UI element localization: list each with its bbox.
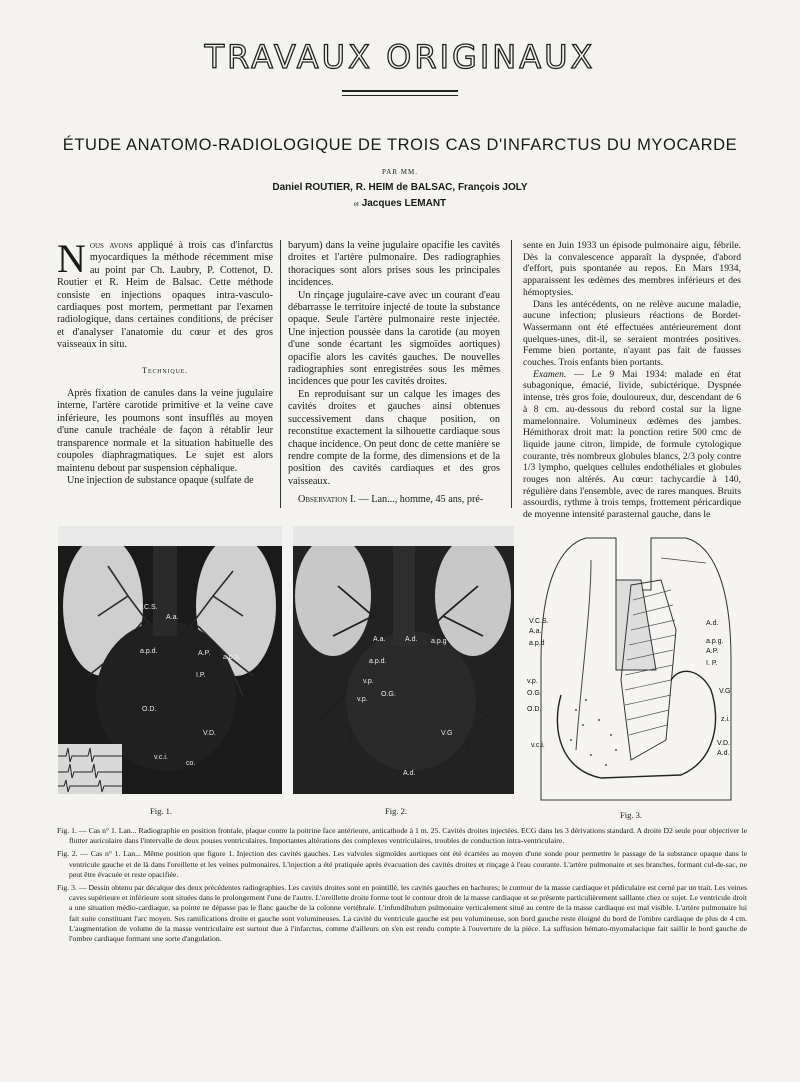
label-vg: V.G bbox=[719, 688, 731, 695]
paragraph: baryum) dans la veine jugulaire opacifie les cavités droites et l'artère pulmonaire. Des radiographies thoraciques sont alors prises sous les principales incidences. bbox=[288, 240, 500, 289]
label-co: co. bbox=[186, 760, 196, 767]
figure-1-label: Fig. 1. bbox=[150, 806, 172, 816]
label-ad-bottom: A.d. bbox=[403, 770, 416, 777]
figure-1-radiograph bbox=[58, 526, 282, 794]
label-ad-top: A.d. bbox=[706, 620, 719, 627]
paragraph: En reproduisant sur un calque les images des cavités droites et gauches ainsi obtenues successivement dans chaque position, on reconstitue exactement la silhouette cardiaque sous chaque incidence. On peut donc de cette manière se rendre compte de la forme, des dimensions et de la position des cavités cardiaques et des gros vaisseaux. bbox=[288, 388, 500, 487]
label-ip: I.P. bbox=[196, 672, 206, 679]
figure-2-radiograph bbox=[293, 526, 514, 794]
article-title: ÉTUDE ANATOMO-RADIOLOGIQUE DE TROIS CAS D'INFARCTUS DU MYOCARDE bbox=[62, 136, 738, 154]
paragraph: Une injection de substance opaque (sulfate de bbox=[67, 474, 254, 486]
caption-fig-2: Fig. 2. — Cas n° 1. Lan... Même position que figure 1. Injection des cavités gauches. Les valvules sigmoïdes aortiques ont été écartées au moyen d'une sonde pour permettre le passage de la substance opaque dans le ventricule gauche et de là dans l'oreillette et les veines pulmonaires. L'injection a été pratiquée après évacuation des cavités droites et rinçage à l'eau courante. L'artère pulmonaire et ses branches, formant cul-de-sac, ne peut être évacuée et reste opacifiée. bbox=[57, 849, 747, 879]
paragraph: Examen. — Le 9 Mai 1934: malade en état subagonique, émacié, livide, subictérique. Dyspnée intense, très gros foie, douloureux, dur, descendant de 6 à 8 cm. au-dessous du rebord costal sur la ligne mamelonnaire. Volumineux œdèmes des jambes. Hémithorax droit mat: la ponction retire 500 cmc de liquide jaune citron, limpide, de formule cytologique courante, très nombreux globules blancs, 2/3 poly contre 1/3 lympho, quelques cellules endothéliales et globules rouges non altérés. Au cœur: tachycardie à 140, régulière dans l'ensemble, avec de rares manques. Bruits assourdis, rythme à trois temps, frottement péricardique de moyenne intensité parasternal gauche, dans le bbox=[523, 368, 741, 521]
header-rule bbox=[342, 90, 458, 92]
label-vp-1: v.p. bbox=[363, 678, 374, 685]
text-column-3 bbox=[523, 240, 741, 521]
label-vcs: V.C.S. bbox=[138, 604, 158, 611]
author-list bbox=[0, 180, 800, 212]
par-label: PAR MM. bbox=[382, 168, 418, 176]
paragraph: sente en Juin 1933 un épisode pulmonaire aigu, fébrile. Dès la convalescence apparaît la dyspnée, d'abord d'effort, puis spontanée au repos. En Mars 1934, apparaissent les œdèmes des membres inférieurs et des hémoptysies. bbox=[523, 240, 741, 298]
observation-heading: Observation I. — Lan..., homme, 45 ans, pré- bbox=[298, 494, 484, 506]
label-ad-bottom: A.d. bbox=[717, 750, 730, 757]
label-aa: A.a. bbox=[373, 636, 386, 643]
label-og: O.G. bbox=[381, 691, 396, 698]
label-vg: V.G bbox=[441, 730, 453, 737]
label-apg: a.p.g. bbox=[223, 654, 241, 661]
label-apg: a.p.g. bbox=[706, 638, 724, 645]
figure-3-label: Fig. 3. bbox=[620, 810, 642, 820]
label-vp: v.p. bbox=[527, 678, 538, 685]
header-rule-thin bbox=[342, 95, 458, 96]
caption-fig-3: Fig. 3. — Dessin obtenu par décalque des deux précédentes radiographies. Les cavités droites sont en pointillé, les cavités gauches en hachures; le contour de la masse cardiaque et pédiculaire est cerné par un trait. Les veines caves supérieure et inférieure sont situées dans le prolongement l'une de l'autre. L'oreillette droite forme tout le contour droit de la masse cardiaque et se présente particulièrement saillante chez ce sujet. Le ventricule droit a une situation médio-cardiaque, sa pointe ne dépasse pas le flanc gauche de la colonne vertébrale. L'infundibulum pulmonaire verticalement situé au centre de la masse cardiaque est mal visible. L'artère pulmonaire lui fait suite constituant l'arc moyen. Ses ramifications droite et gauche sont volumineuses. La cavité du ventricule gauche est peu volumineuse, son bord gauche reste éloigné du bord de l'ombre cardiaque de plus de 4 cm. L'augmentation de volume de la masse ventriculaire est surtout due à l'infarctus, comme d'ailleurs on s'en est rendu compte à l'ouverture de la pièce. La suffusion hémato-myomalacique fait saillir le bord gauche de l'ombre cardiaque formant une sorte d'angulation. bbox=[57, 883, 747, 944]
paragraph: Un rinçage jugulaire-cave avec un courant d'eau débarrasse le territoire injecté de toute la substance opaque. Seule l'artère pulmonaire reste injectée. Une injection poussée dans la carotide (au moyen d'une sonde écartant les sigmoïdes aortiques) opacifie alors les cavités gauches. De nouvelles radiographies sont enregistrées sous les mêmes incidences que pour les cavités droites. bbox=[288, 289, 500, 388]
figure-2-label: Fig. 2. bbox=[385, 806, 407, 816]
figure-captions bbox=[57, 826, 747, 947]
label-ap: A.P. bbox=[198, 650, 211, 657]
paragraph: Après fixation de canules dans la veine jugulaire interne, l'artère carotide primitive et la veine cave inférieure, les poumons sont insufflés au moyen d'une canule trachéale de façon à rétablir leur transparence normale et la situation habituelle des coupoles diaphragmatiques. Le sujet est alors maintenu debout par suspension céphalique. bbox=[57, 388, 273, 474]
label-apd: a.p.d. bbox=[369, 658, 387, 665]
section-title: TRAVAUX ORIGINAUX bbox=[204, 38, 596, 76]
label-od: O.D. bbox=[142, 706, 157, 713]
authors-et: et bbox=[353, 200, 359, 208]
section-heading-technique: Technique. bbox=[142, 364, 188, 375]
figure-3-diagram bbox=[521, 520, 747, 800]
label-vd: V.D. bbox=[203, 730, 216, 737]
ecg-trace bbox=[58, 744, 122, 794]
label-aa: A.a. bbox=[166, 614, 179, 621]
label-zi: z.i. bbox=[721, 716, 730, 723]
caption-fig-1: Fig. 1. — Cas n° 1. Lan... Radiographie en position frontale, plaque contre la poitrine face antérieure, anticathode à 1 m. 25. Cavités droites injectées. ECG dans les 3 dérivations standard. A droite D2 seule pour objectiver le flutter auriculaire dans l'intervalle de deux pouses ventriculaires. Importantes altérations des complexes ventriculaires, troubles de conduction intra-ventriculaire. bbox=[57, 826, 747, 846]
page-header bbox=[0, 38, 800, 76]
authors-line-2: Jacques LEMANT bbox=[361, 198, 447, 209]
label-vci: v.c.i. bbox=[531, 742, 545, 749]
label-apd: a.p.d bbox=[529, 640, 545, 647]
label-vci: v.c.i. bbox=[154, 754, 168, 761]
label-aa: A.a. bbox=[529, 628, 542, 635]
label-vcs: V.C.S. bbox=[529, 618, 549, 625]
label-vd: V.D. bbox=[717, 740, 730, 747]
label-ip: I. P. bbox=[706, 660, 718, 667]
text-column-2 bbox=[288, 240, 500, 508]
radiograph-2-image bbox=[293, 526, 514, 794]
authors-line-1: Daniel ROUTIER, R. HEIM de BALSAC, François JOLY bbox=[272, 182, 528, 193]
label-apg: a.p.g bbox=[431, 638, 447, 645]
label-ad-top: A.d. bbox=[405, 636, 418, 643]
intro-paragraph: Nous avons appliqué à trois cas d'infarctus myocardiques la méthode récemment mise au point par Ch. Laubry, P. Cottenot, D. Routier et R. Heim de Balsac. Cette méthode consiste en injections opaques intra-vasculo-cardiaques post mortem, permettant par l'examen radiologique, dans certaines conditions, de préciser et d'analyser l'anatomie du cœur et des gros vaisseaux in situ. bbox=[57, 236, 273, 351]
column-divider bbox=[511, 240, 512, 508]
label-ap: A.P. bbox=[706, 648, 719, 655]
drop-cap: N bbox=[57, 236, 86, 281]
column-divider bbox=[280, 240, 281, 508]
paragraph: Dans les antécédents, on ne relève aucune maladie, aucune infection; plusieurs réactions de Bordet-Wassermann ont été effectuées antérieurement dont quelques-unes, dit-il, se seraient montrées positives. Femme bien portante, n'ayant pas fait de fausses couches. Trois enfants bien portants. bbox=[523, 298, 741, 369]
text-column-1 bbox=[57, 236, 273, 508]
label-apd: a.p.d. bbox=[140, 648, 158, 655]
label-od: O.D. bbox=[527, 706, 542, 713]
label-og: O.G. bbox=[527, 690, 542, 697]
label-vp-2: v.p. bbox=[357, 696, 368, 703]
